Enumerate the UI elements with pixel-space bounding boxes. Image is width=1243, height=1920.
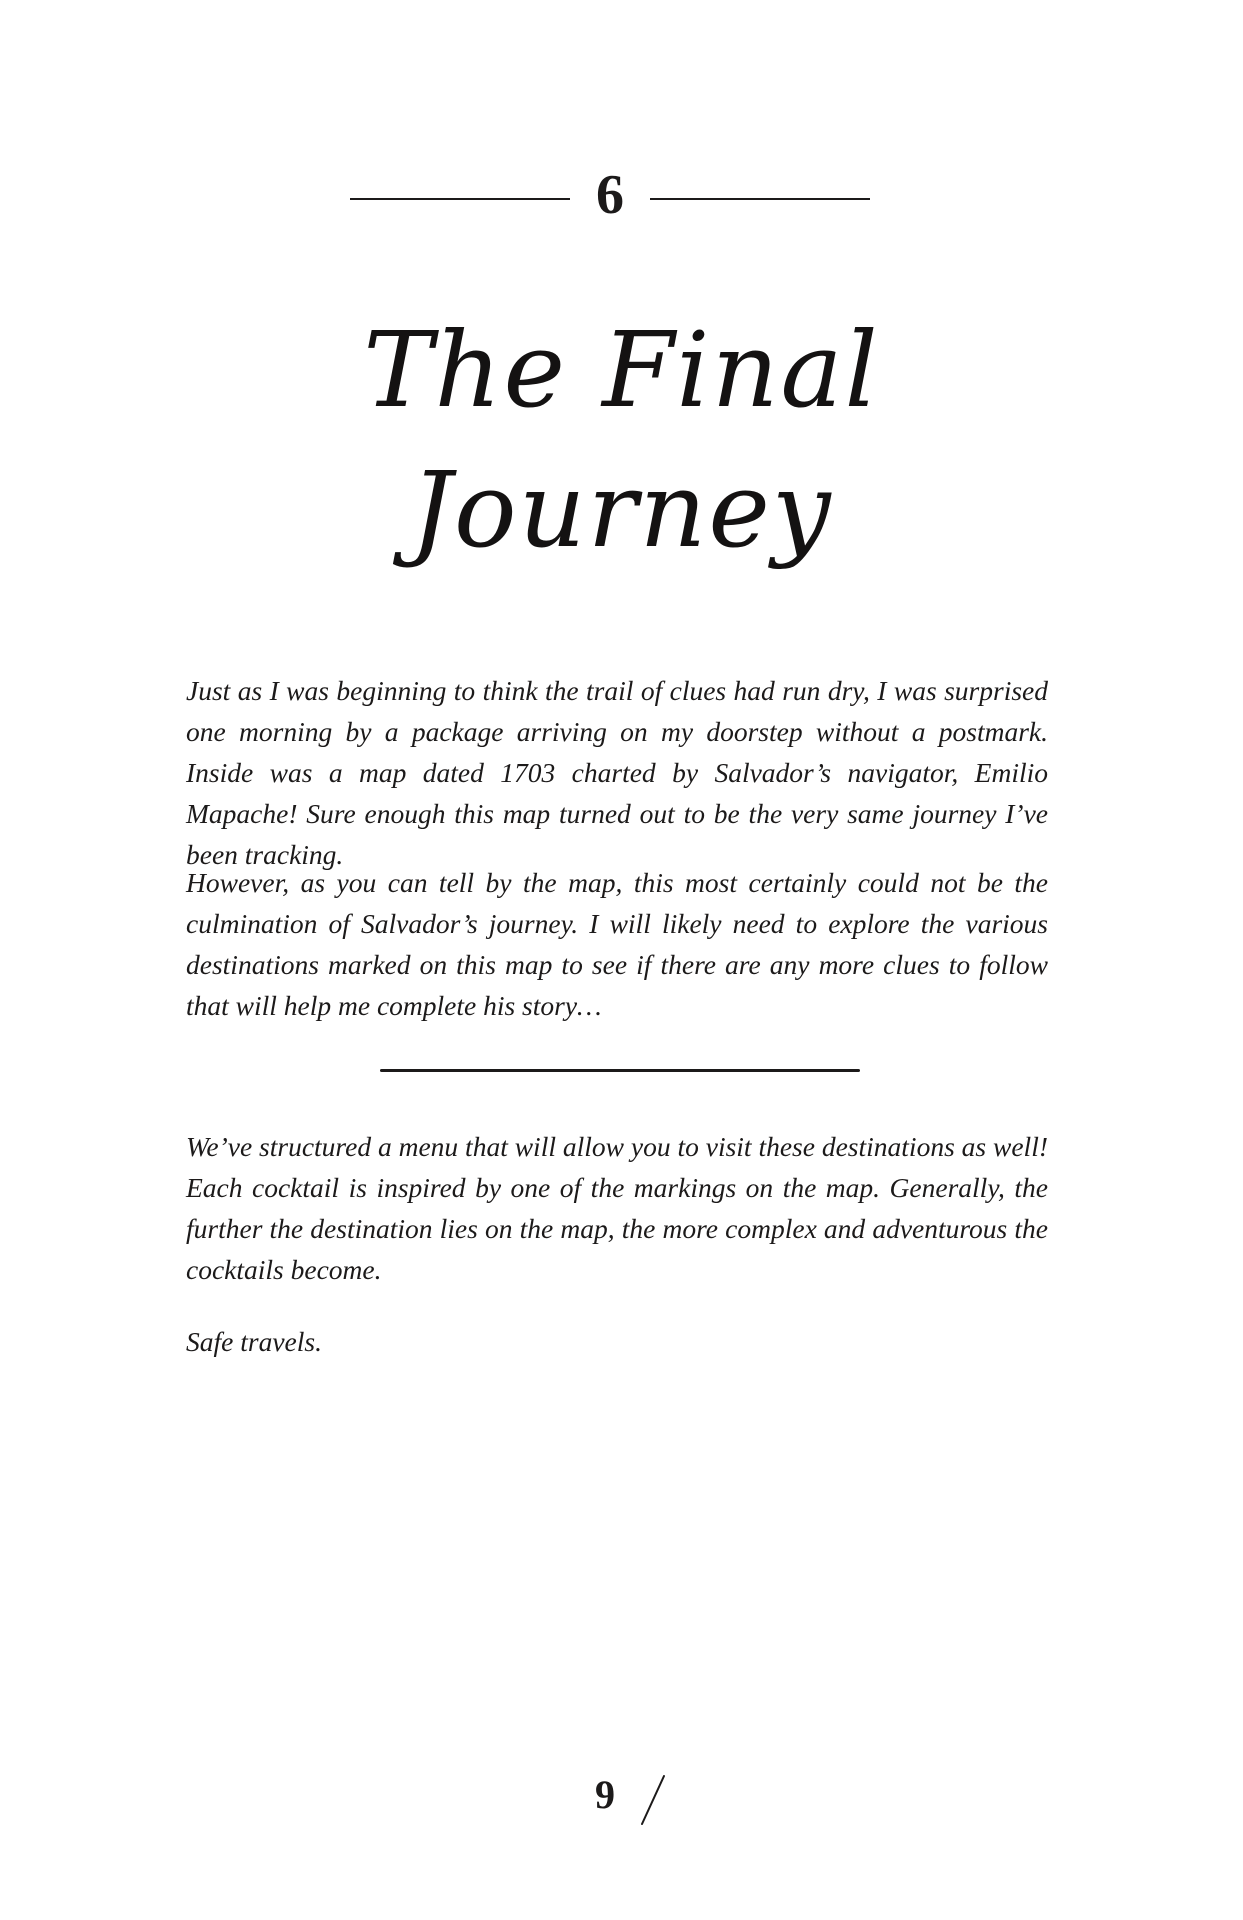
page-number	[560, 1770, 680, 1830]
paragraph-menu	[186, 1126, 1048, 1290]
paragraph-culmination	[186, 862, 1048, 1026]
chapter-header	[0, 150, 1243, 230]
chapter-rule-left	[350, 198, 570, 200]
paragraph-text: Safe travels.	[186, 1326, 322, 1357]
chapter-title-line-1: The Final	[363, 309, 880, 431]
section-divider	[380, 1069, 860, 1072]
page-number-text: 9	[595, 1772, 615, 1817]
chapter-number: 6	[596, 164, 624, 226]
chapter-title	[300, 300, 943, 580]
chapter-rule-right	[650, 198, 870, 200]
chapter-title-line-2: Journey	[410, 449, 833, 571]
paragraph-text: We’ve structured a menu that will allow you to visit these destinations as well! Each cocktail is inspired by one of the markings on the map. Generally, the further the destination lies on the map, the more complex and adventurous the cocktails become.	[186, 1131, 1048, 1285]
paragraph-text: However, as you can tell by the map, this most certainly could not be the culmination of Salvador’s journey. I will likely need to explore the various destinations marked on this map to see if there are any more clues to follow that will help me complete his story…	[186, 867, 1048, 1021]
paragraph-text: Just as I was beginning to think the trail of clues had run dry, I was surprised one morning by a package arriving on my doorstep without a postmark. Inside was a map dated 1703 charted by Salvador’s navigator, Emilio Mapache! Sure enough this map turned out to be the very same journey I’ve been tracking.	[186, 675, 1048, 870]
slash-icon	[638, 1772, 668, 1828]
paragraph-intro	[186, 670, 1048, 875]
paragraph-closing	[186, 1321, 1048, 1362]
